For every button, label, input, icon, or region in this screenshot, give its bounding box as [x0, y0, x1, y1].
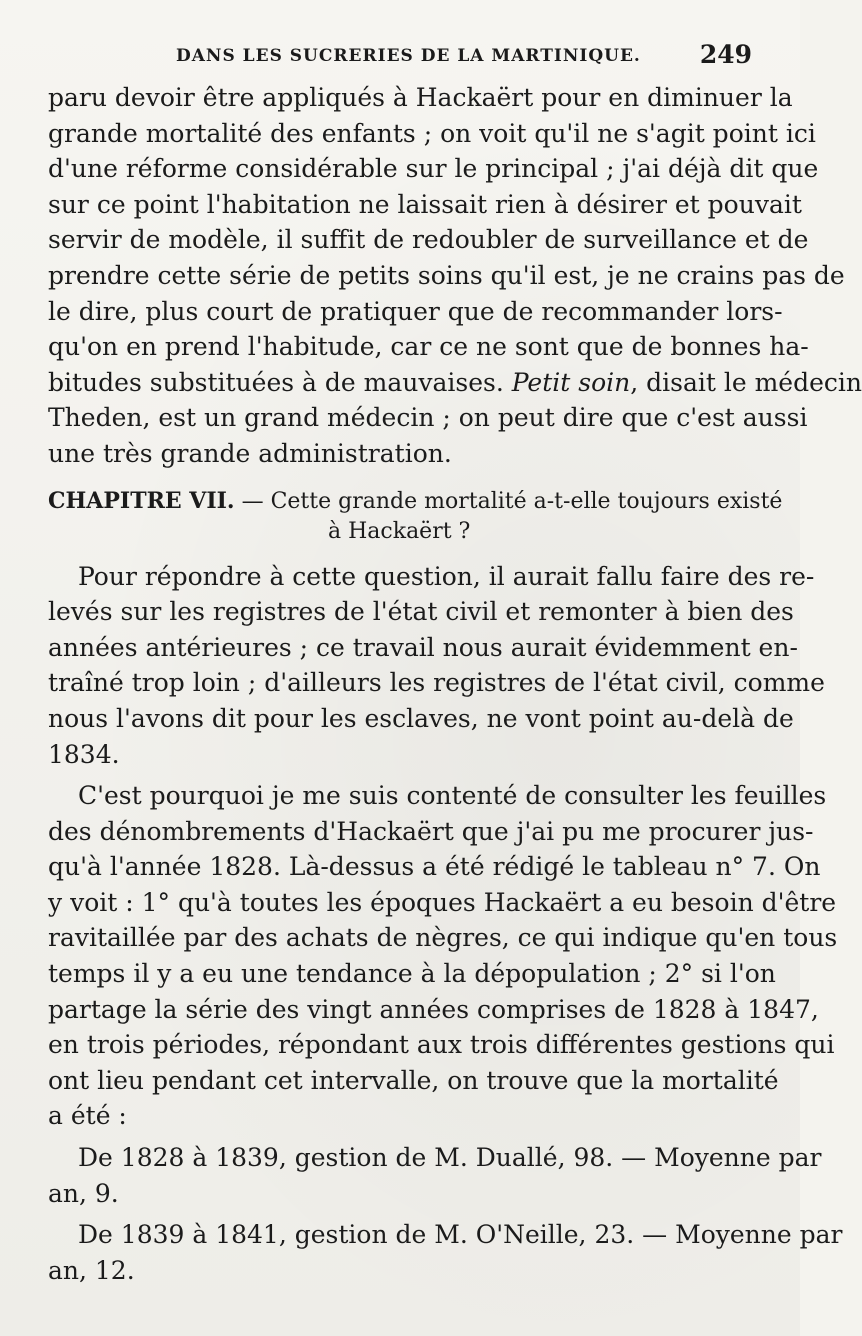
- paragraph-5: [48, 1217, 843, 1288]
- text-segment: bitudes substituées à de mauvaises.: [48, 367, 512, 397]
- chapter-label: CHAPITRE VII.: [48, 487, 235, 514]
- text-line: traîné trop loin ; d'ailleurs les registres de l'état civil, comme: [48, 668, 825, 698]
- chapter-title-continuation: à Hackaërt ?: [328, 518, 471, 544]
- text-line: sur ce point l'habitation ne laissait rien à désirer et pouvait: [48, 189, 802, 219]
- italic-phrase: Petit soin: [511, 367, 631, 397]
- running-head: DANS LES SUCRERIES DE LA MARTINIQUE.: [176, 46, 641, 66]
- text-line: levés sur les registres de l'état civil et remonter à bien des: [48, 597, 794, 627]
- text-line: ont lieu pendant cet intervalle, on trouve que la mortalité: [48, 1065, 779, 1095]
- text-line: an, 9.: [48, 1178, 119, 1208]
- page-header: [48, 40, 758, 76]
- paragraph-2: [48, 559, 825, 773]
- text-line: y voit : 1° qu'à toutes les époques Hackaërt a eu besoin d'être: [48, 887, 837, 917]
- paragraph-1: [48, 80, 862, 472]
- text-line: qu'à l'année 1828. Là-dessus a été rédigé le tableau n° 7. On: [48, 852, 821, 882]
- text-line: le dire, plus court de pratiquer que de recommander lors-: [48, 296, 783, 326]
- text-line: servir de modèle, il suffit de redoubler de surveillance et de: [48, 225, 809, 255]
- chapter-title: — Cette grande mortalité a-t-elle toujours existé: [234, 488, 783, 514]
- page-body: [48, 80, 862, 1288]
- paragraph-4: [48, 1140, 822, 1211]
- text-line: une très grande administration.: [48, 438, 452, 468]
- text-line: 1834.: [48, 739, 120, 769]
- text-line: nous l'avons dit pour les esclaves, ne vont point au-delà de: [48, 703, 794, 733]
- chapter-heading-line: [48, 486, 783, 517]
- text-line: temps il y a eu une tendance à la dépopulation ; 2° si l'on: [48, 959, 776, 989]
- text-line: an, 12.: [48, 1255, 135, 1285]
- text-segment: , disait le médecin: [630, 367, 862, 397]
- text-line: partage la série des vingt années comprises de 1828 à 1847,: [48, 994, 819, 1024]
- text-line: grande mortalité des enfants ; on voit qu'il ne s'agit point ici: [48, 118, 816, 148]
- text-line: De 1839 à 1841, gestion de M. O'Neille, 23. — Moyenne par: [78, 1220, 843, 1250]
- text-line: C'est pourquoi je me suis contenté de consulter les feuilles: [78, 781, 827, 811]
- text-line: De 1828 à 1839, gestion de M. Duallé, 98. — Moyenne par: [78, 1143, 822, 1173]
- text-line: Theden, est un grand médecin ; on peut dire que c'est aussi: [48, 403, 808, 433]
- chapter-heading: [48, 486, 783, 547]
- paragraph-3: [48, 778, 838, 1134]
- text-line: paru devoir être appliqués à Hackaërt pour en diminuer la: [48, 83, 793, 112]
- text-line: Pour répondre à cette question, il aurait fallu faire des re-: [78, 561, 815, 591]
- text-line: a été :: [48, 1101, 127, 1131]
- text-line: prendre cette série de petits soins qu'il est, je ne crains pas de: [48, 260, 845, 290]
- text-line: années antérieures ; ce travail nous aurait évidemment en-: [48, 632, 798, 662]
- text-line: en trois périodes, répondant aux trois différentes gestions qui: [48, 1030, 835, 1060]
- text-line: d'une réforme considérable sur le principal ; j'ai déjà dit que: [48, 154, 819, 184]
- text-line: ravitaillée par des achats de nègres, ce qui indique qu'en tous: [48, 923, 838, 953]
- text-line: des dénombrements d'Hackaërt que j'ai pu me procurer jus-: [48, 816, 814, 846]
- text-line-with-italic: [48, 365, 862, 401]
- page-number: 249: [699, 40, 752, 69]
- text-line: qu'on en prend l'habitude, car ce ne sont que de bonnes ha-: [48, 332, 809, 362]
